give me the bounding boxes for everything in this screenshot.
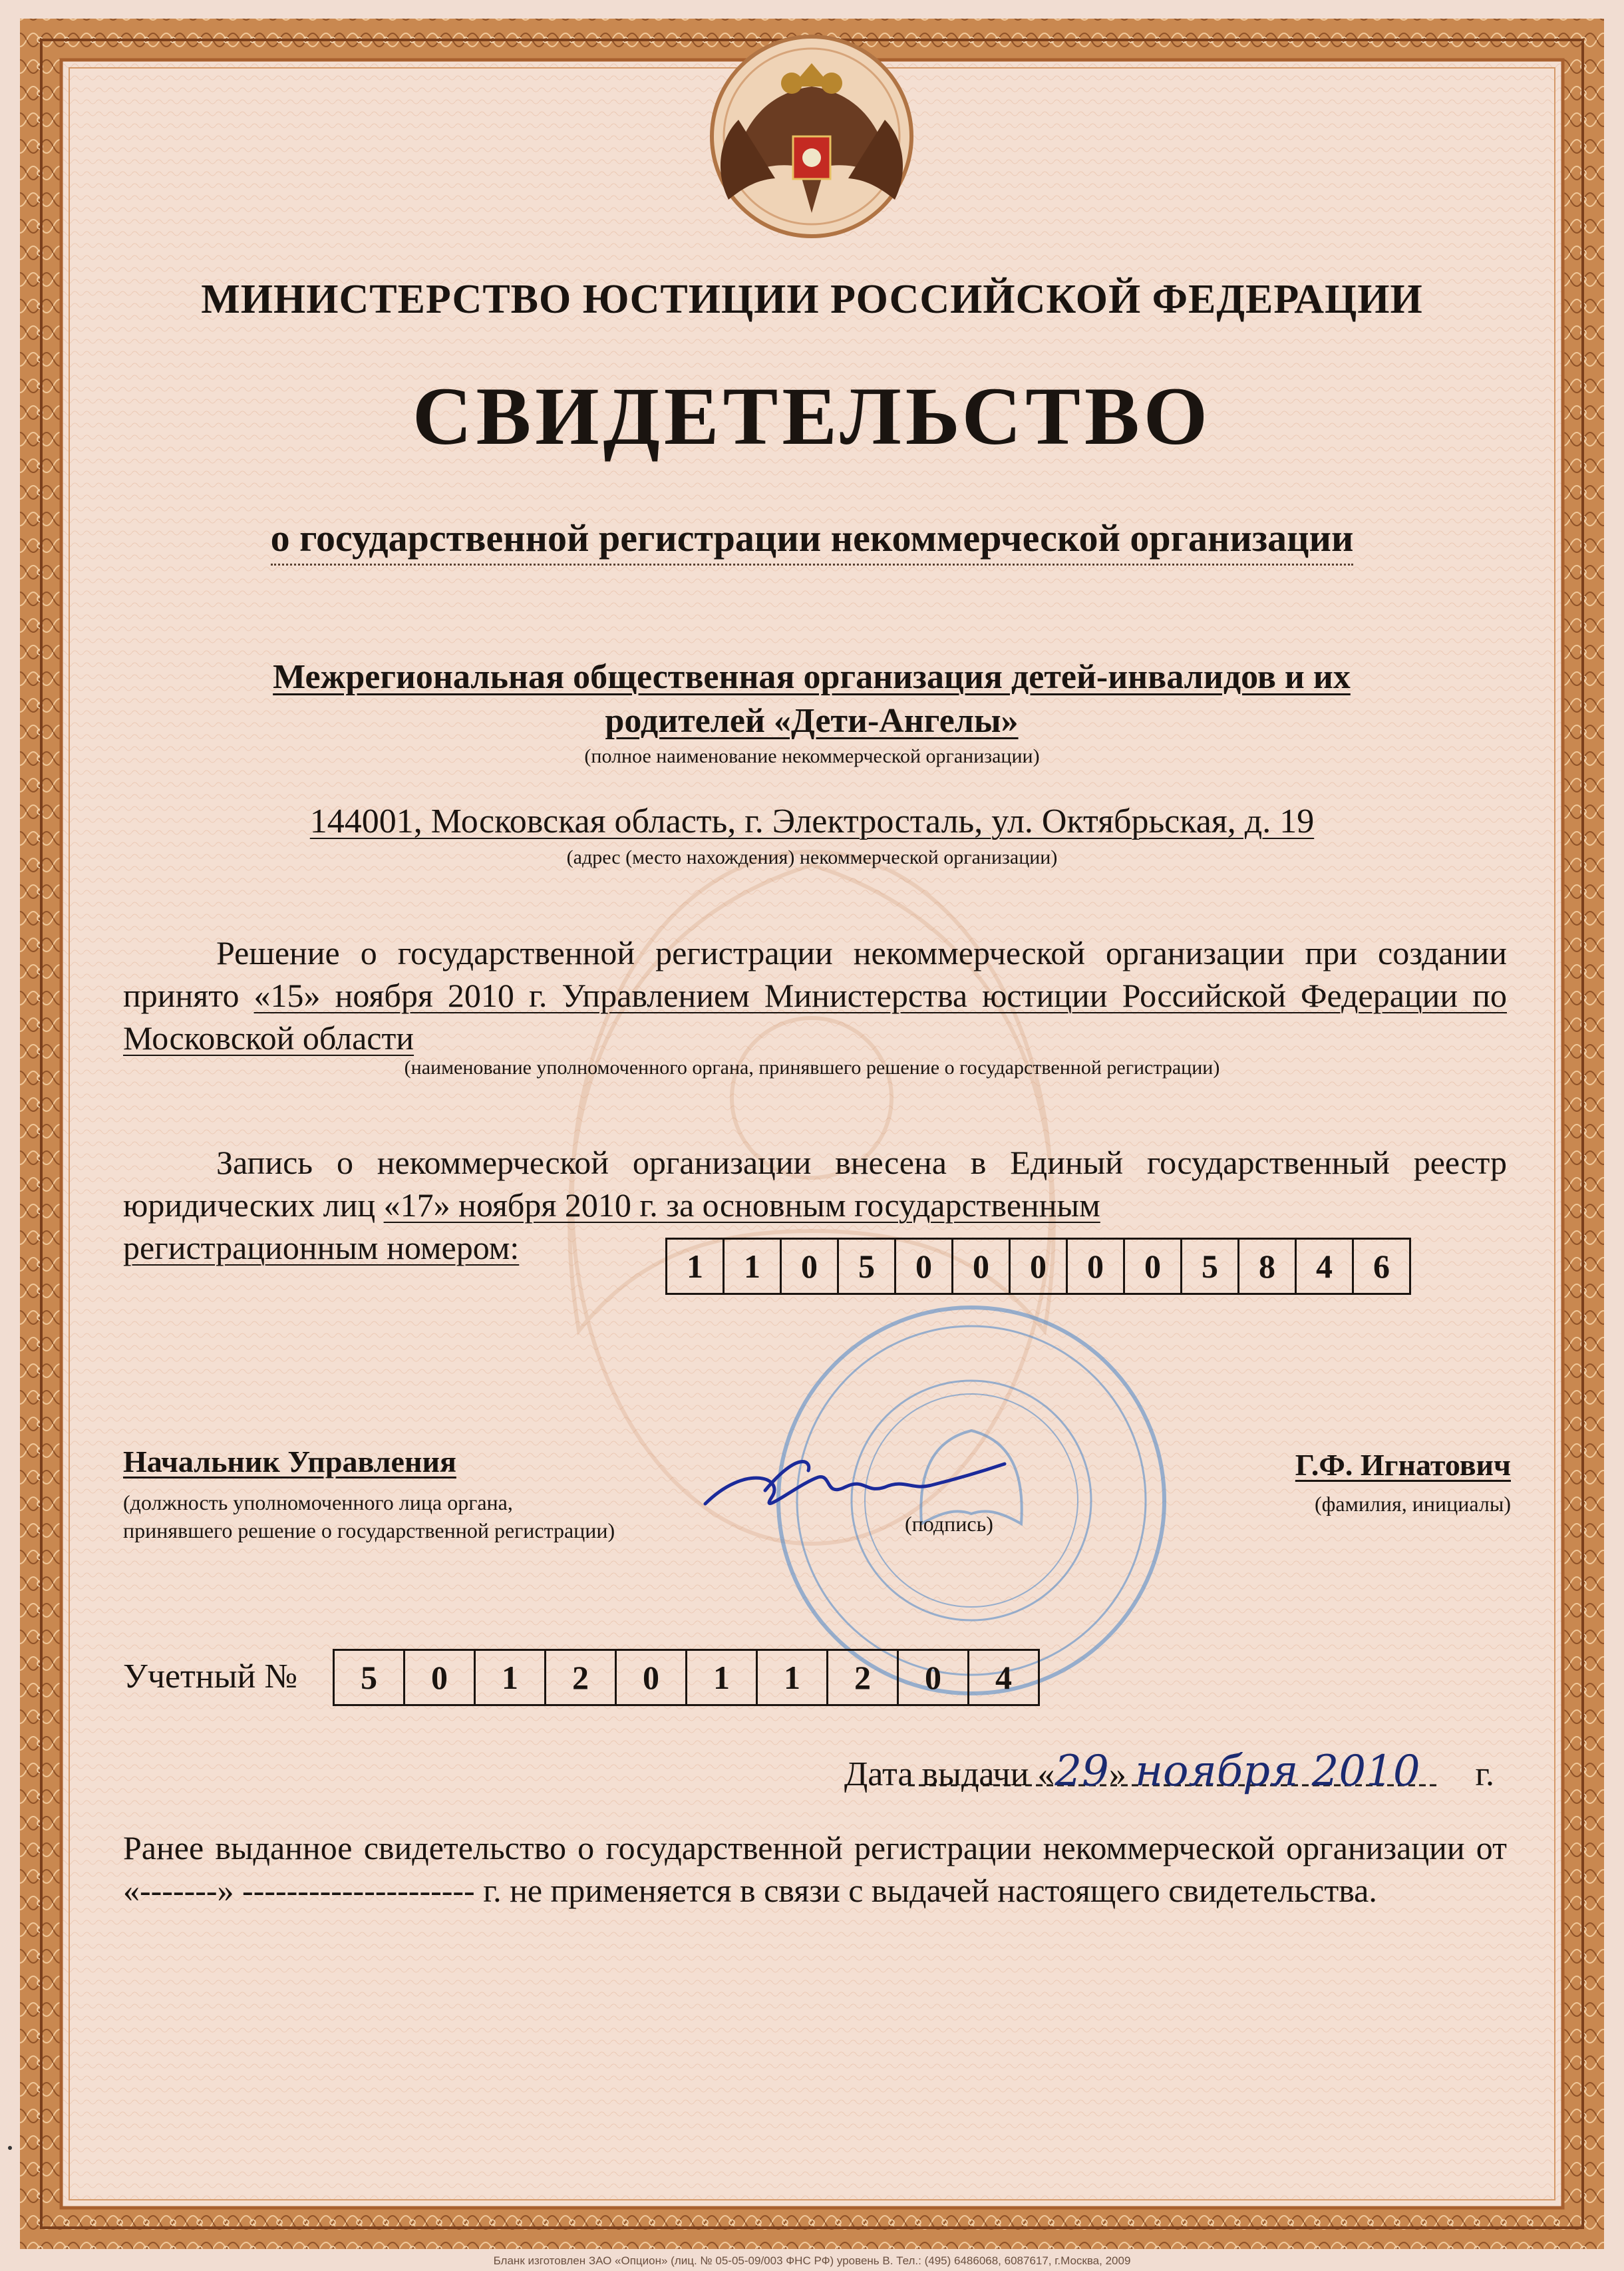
position-caption-line2: принявшего решение о государственной регистрации): [123, 1518, 615, 1542]
digit-cell: 2: [828, 1651, 899, 1704]
certificate-subtitle: о государственной регистрации некоммерческой организации: [0, 516, 1624, 560]
digit-cell: 0: [1125, 1240, 1182, 1293]
signatory-position-block: [123, 1444, 615, 1544]
print-footer: Бланк изготовлен ЗАО «Опцион» (лиц. № 05-05-09/003 ФНС РФ) уровень В. Тел.: (495) 6486068, 6087617, г.Москва, 2009: [493, 2254, 1131, 2267]
digit-cell: 5: [839, 1240, 896, 1293]
digit-cell: 0: [953, 1240, 1011, 1293]
digit-cell: 0: [617, 1651, 687, 1704]
digit-cell: 0: [1011, 1240, 1068, 1293]
record-date: «17» ноября 2010 г.: [383, 1186, 658, 1224]
organization-name-line1: Межрегиональная общественная организация детей-инвалидов и их: [273, 658, 1351, 696]
organization-name-caption: (полное наименование некоммерческой организации): [584, 745, 1040, 767]
decision-text: Решение о государственной регистрации некоммерческой организации при создании принято: [123, 934, 1507, 1014]
digit-cell: 0: [896, 1240, 953, 1293]
previous-certificate-note: Ранее выданное свидетельство о государственной регистрации некоммерческой организации от «-------» --------------------- г. не применяется в связи с выдачей настоящего свидетельства.: [123, 1829, 1507, 1909]
issue-suffix: г.: [1475, 1755, 1494, 1793]
issue-day: 29: [1055, 1747, 1109, 1796]
ministry-name: МИНИСТЕРСТВО ЮСТИЦИИ РОССИЙСКОЙ ФЕДЕРАЦИИ: [201, 277, 1423, 322]
digit-cell: 0: [782, 1240, 839, 1293]
issue-month-year: ноября 2010: [1134, 1747, 1420, 1796]
signature-caption: (подпись): [905, 1512, 993, 1536]
digit-cell: 0: [899, 1651, 969, 1704]
digit-cell: 0: [1068, 1240, 1125, 1293]
address-caption: (адрес (место нахождения) некоммерческой организации): [566, 846, 1058, 868]
name-caption: (фамилия, инициалы): [1314, 1492, 1511, 1516]
digit-cell: 1: [667, 1240, 725, 1293]
coat-of-arms-emblem: [712, 37, 911, 236]
digit-cell: 1: [687, 1651, 758, 1704]
account-number-box: [333, 1649, 1040, 1706]
scan-dot: [8, 2146, 12, 2150]
digit-cell: 5: [335, 1651, 405, 1704]
signatory-name-block: [1295, 1447, 1511, 1516]
digit-cell: 6: [1373, 1248, 1390, 1285]
position-caption-line1: (должность уполномоченного лица органа,: [123, 1490, 513, 1514]
digit-cell: 4: [995, 1659, 1012, 1696]
ogrn-number-box: [665, 1238, 1411, 1295]
decision-paragraph: [123, 932, 1507, 1059]
certificate-title: СВИДЕТЕЛЬСТВО: [412, 371, 1212, 462]
digit-cell: 0: [405, 1651, 476, 1704]
digit-cell: 1: [758, 1651, 828, 1704]
digit-cell: 8: [1239, 1240, 1297, 1293]
signatory-position: Начальник Управления: [123, 1445, 456, 1479]
decision-authority: «15» ноября 2010 г. Управлением Министерства юстиции Российской Федерации по Московской области: [123, 977, 1507, 1057]
decision-caption: (наименование уполномоченного органа, принявшего решение о государственной регистрации): [404, 1057, 1220, 1079]
digit-cell: 2: [546, 1651, 617, 1704]
signatory-name: Г.Ф. Игнатович: [1295, 1448, 1511, 1482]
organization-name: [200, 655, 1424, 743]
digit-cell: 1: [725, 1240, 782, 1293]
organization-address: 144001, Московская область, г. Электросталь, ул. Октябрьская, д. 19: [309, 802, 1315, 840]
digit-cell: 4: [1297, 1240, 1354, 1293]
record-text-mid: за основным государственным: [657, 1186, 1100, 1224]
issue-date-label: Дата выдачи: [844, 1755, 1029, 1793]
organization-name-line2: родителей «Дети-Ангелы»: [605, 702, 1019, 740]
record-text: Запись о некоммерческой организации внесена в Единый государственный реестр юридических лиц: [123, 1144, 1507, 1224]
issue-date: Дата выдачи «29» ноября 2010 г.: [844, 1747, 1494, 1796]
digit-cell: 1: [476, 1651, 546, 1704]
record-text-end: регистрационным номером:: [123, 1229, 520, 1266]
digit-cell: 5: [1182, 1240, 1239, 1293]
account-number-label: Учетный №: [123, 1658, 297, 1695]
